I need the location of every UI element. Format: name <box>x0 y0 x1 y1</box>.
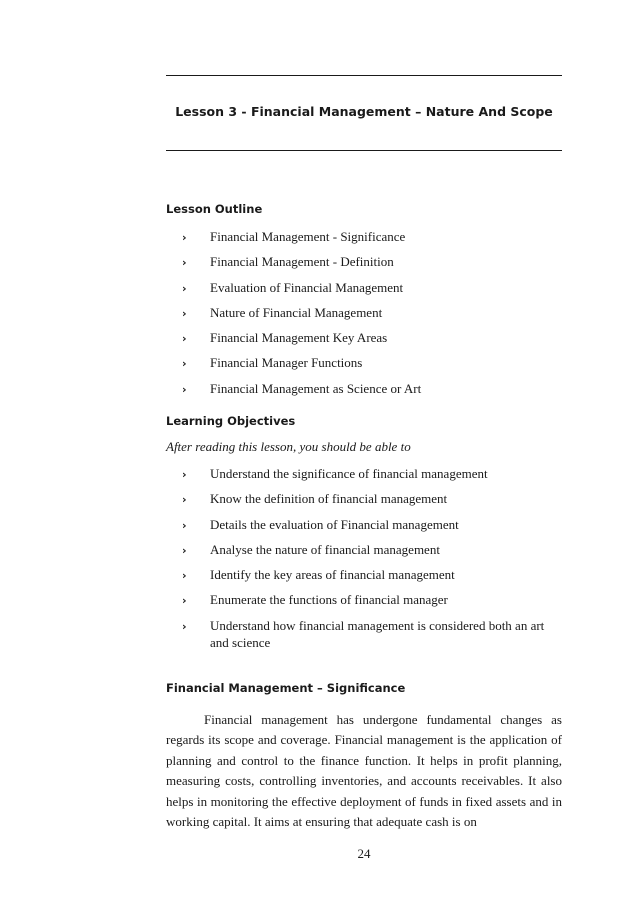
chevron-right-icon: › <box>182 619 187 633</box>
chevron-right-icon: › <box>182 493 187 507</box>
list-item: › Financial Management - Definition <box>182 254 394 270</box>
list-item: › Financial Management Key Areas <box>182 330 388 346</box>
chevron-right-icon: › <box>182 306 187 320</box>
learning-objectives-heading: Learning Objectives <box>166 414 296 428</box>
chevron-right-icon: › <box>182 594 187 608</box>
lesson-outline-list <box>182 228 562 405</box>
list-item: › Nature of Financial Management <box>182 304 383 320</box>
chevron-right-icon: › <box>182 569 187 583</box>
list-item: › Financial Manager Functions <box>182 355 363 371</box>
chevron-right-icon: › <box>182 256 187 270</box>
list-item: › Know the definition of financial management <box>182 491 448 507</box>
list-item: › Financial Management - Significance <box>182 229 406 244</box>
chevron-right-icon: › <box>182 281 187 295</box>
objectives-intro: After reading this lesson, you should be able to <box>166 439 411 454</box>
list-item: › Identify the key areas of financial management <box>182 567 455 583</box>
chevron-right-icon: › <box>182 382 187 396</box>
chevron-right-icon: › <box>182 518 187 532</box>
chevron-right-icon: › <box>182 231 187 244</box>
chevron-right-icon: › <box>182 543 187 557</box>
significance-paragraph: Financial management has undergone fundamental changes as regards its scope and coverage. Financial management is the application of planning and control to the finance function. It helps in profit planning, measuring costs, controlling inventories, and accounts receivables. It also helps in monitoring the effective deployment of funds in fixed assets and in working capital. It aims at ensuring that adequate cash is on <box>166 712 562 830</box>
chevron-right-icon: › <box>182 468 187 481</box>
document-page <box>166 0 562 902</box>
chevron-right-icon: › <box>182 357 187 371</box>
page-number: 24 <box>357 846 371 861</box>
significance-heading: Financial Management – Significance <box>166 681 406 695</box>
lesson-title: Lesson 3 - Financial Management – Nature And Scope <box>175 104 553 119</box>
list-item: › Understand how financial management is considered both an art and science <box>182 617 545 650</box>
lesson-outline-heading: Lesson Outline <box>166 202 263 216</box>
bottom-rule <box>166 150 562 151</box>
list-item: › Enumerate the functions of financial manager <box>182 592 448 608</box>
list-item: › Evaluation of Financial Management <box>182 279 404 295</box>
list-item: › Financial Management as Science or Art <box>182 380 422 396</box>
list-item: › Details the evaluation of Financial management <box>182 516 459 532</box>
list-item: › Analyse the nature of financial management <box>182 541 440 557</box>
top-rule <box>166 75 562 76</box>
chevron-right-icon: › <box>182 332 187 346</box>
learning-objectives-list <box>182 465 562 659</box>
list-item: › Understand the significance of financial management <box>182 466 488 481</box>
